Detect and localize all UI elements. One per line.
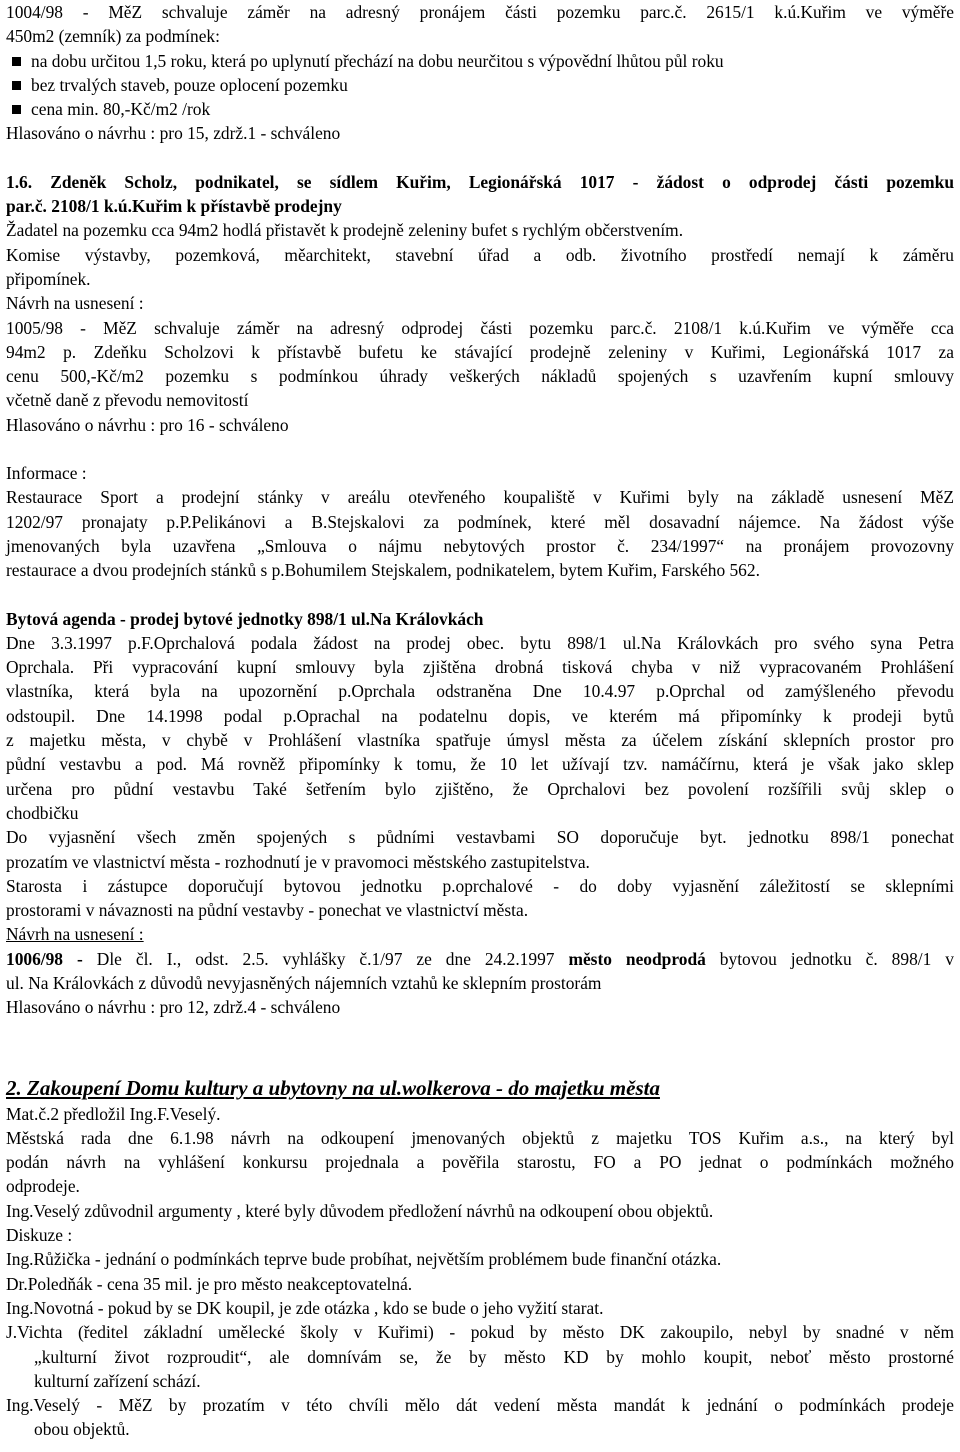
condition-item [6,49,954,73]
bullet-square-icon [12,105,21,114]
resolution-proposal-label: Návrh na usnesení : [6,924,144,945]
paragraph-line: Komise výstavby, pozemková, měarchitekt, stavební úřad a odb. životního prostředí nemají k záměru [6,244,954,265]
info-line: restaurace a dvou prodejních stánků s p.Bohumilem Stejskalem, podnikatelem, bytem Kuřim, Farského 562. [6,560,760,581]
housing-line: Oprchala. Při vypracování kupní smlouvy byla zjištěna drobná tisková chyba v niž vypracovaném Prohlášení [6,657,954,678]
paragraph-line: připomínek. [6,268,91,289]
section-1-6-heading-line2: par.č. 2108/1 k.ú.Kuřim k přístavbě prodejny [6,196,342,217]
resolution-text: bytovou jednotku č. 898/1 v [705,948,954,969]
info-line: jmenovaných byla uzavřena „Smlouva o nájmu nebytových prostor č. 234/1997“ na pronájem provozovny [6,535,954,556]
resolution-1005-line: včetně daně z převodu nemovitostí [6,390,249,411]
housing-line: odstoupil. Dne 14.1998 podal p.Oprachal na podatelnu dopis, ve kterém má připomínky k prodeji bytů [6,705,954,726]
condition-item [6,97,954,121]
housing-line: Do vyjasnění všech změn spojených s půdními vestavbami SO doporučuje byt. jednotku 898/1 ponechat [6,827,954,848]
resolution-1005-line: 94m2 p. Zdeňku Scholzovi k přístavbě bufetu ke stávající prodejně zeleniny v Kuřimi, Legionářská 1017 za [6,341,954,362]
resolution-1006-line1 [6,947,954,971]
info-label: Informace : [6,463,87,484]
bullet-square-icon [12,81,21,90]
section-2-line: Mat.č.2 předložil Ing.F.Veselý. [6,1103,221,1124]
bullet-square-icon [12,57,21,66]
info-line: Restaurace Sport a prodejní stánky v areálu otevřeného koupaliště v Kuřimi byly na základě usnesení MěZ [6,487,954,508]
vote-result: Hlasováno o návrhu : pro 15, zdrž.1 - schváleno [6,123,341,144]
condition-text: cena min. 80,-Kč/m2 /rok [31,99,211,120]
section-2-line: odprodeje. [6,1176,80,1197]
resolution-text: Dle čl. I., odst. 2.5. vyhlášky č.1/97 ze dne 24.2.1997 [82,948,569,969]
housing-line: prostorami v návaznosti na půdní vestavby - ponechat ve vlastnictví města. [6,900,529,921]
housing-line: vlastníka, která byla na upozornění p.Oprchala odstraněna Dne 10.4.97 p.Oprchal od zamýšleného převodu [6,681,954,702]
info-line: 1202/97 pronajaty p.P.Pelikánovi a B.Stejskalovi za podmínek, které měl dosavadní nájemce. Na žádost výše [6,511,954,532]
section-2-line: J.Vichta (ředitel základní umělecké školy v Kuřimi) - pokud by město DK zakoupilo, nebyl by snadné v něm [6,1322,954,1343]
section-2-heading: 2. Zakoupení Domu kultury a ubytovny na ul.wolkerova - do majetku města [6,1075,660,1100]
housing-line: prozatím ve vlastnictví města - rozhodnutí je v pravomoci městského zastupitelstva. [6,851,590,872]
resolution-proposal-label: Návrh na usnesení : [6,293,144,314]
resolution-1005-line: cenu 500,-Kč/m2 pozemku s podmínkou úhrady veškerých nákladů spojených s uzavřením kupní smlouvy [6,366,954,387]
vote-result: Hlasováno o návrhu : pro 16 - schváleno [6,414,289,435]
section-2-line: obou objektů. [34,1419,130,1440]
resolution-1004-line1: 1004/98 - MěZ schvaluje záměr na adresný pronájem části pozemku parc.č. 2615/1 k.ú.Kuřim ve výměře [6,2,954,22]
section-2-line: kulturní zařízení schází. [34,1370,201,1391]
housing-line: půdní vestavbu a pod. Má rovněž připomínky k tomu, že 10 let užívají tzv. namáčírnu, která je však jako sklep [6,754,954,775]
section-2-line: Ing.Růžička - jednání o podmínkách teprve bude probíhat, největším problémem bude finanční otázka. [6,1249,722,1270]
section-2-line: Městská rada dne 6.1.98 návrh na odkoupení jmenovaných objektů z majetku TOS Kuřim a.s., na který byl [6,1127,954,1148]
condition-item [6,73,954,97]
section-2-line: Dr.Poledňák - cena 35 mil. je pro město neakceptovatelná. [6,1273,413,1294]
housing-line: Dne 3.3.1997 p.F.Oprchalová podala žádost na prodej obec. bytu 898/1 ul.Na Královkách pro svého syna Petra [6,632,954,653]
condition-text: na dobu určitou 1,5 roku, která po uplynutí přechází na dobu neurčitou s výpovědní lhůtou půl roku [31,50,724,71]
section-2-line: Ing.Novotná - pokud by se DK koupil, je zde otázka , kdo se bude o jeho vyžití starat. [6,1297,604,1318]
paragraph-line: Žadatel na pozemku cca 94m2 hodlá přistavět k prodejně zeleniny bufet s rychlým občerstvením. [6,220,684,241]
section-1-6-heading-line1: 1.6. Zdeněk Scholz, podnikatel, se sídlem Kuřim, Legionářská 1017 - žádost o odprodej části pozemku [6,171,954,192]
housing-line: určena pro půdní vestavbu Také šetřením bylo zjištěno, že Oprchalovi bez povolení rozšířili svůj sklep o [6,778,954,799]
housing-line: z majetku města, v chybě v Prohlášení vlastníka spatřuje úmysl města za účelem získání sklepních prostor pro [6,730,954,751]
condition-text: bez trvalých staveb, pouze oplocení pozemku [31,74,348,95]
vote-result: Hlasováno o návrhu : pro 12, zdrž.4 - schváleno [6,997,341,1018]
housing-agenda-heading: Bytová agenda - prodej bytové jednotky 898/1 ul.Na Královkách [6,608,484,629]
resolution-1004-line2: 450m2 (zemník) za podmínek: [6,26,220,47]
resolution-1006-line2: ul. Na Královkách z důvodů nevyjasněných nájemních vztahů ke sklepním prostorám [6,972,602,993]
resolution-number: 1006/98 - [6,948,83,969]
resolution-1005-line: 1005/98 - MěZ schvaluje záměr na adresný odprodej části pozemku parc.č. 2108/1 k.ú.Kuřim ve výměře cca [6,317,954,338]
section-2-line: Ing.Veselý zdůvodnil argumenty , které byly důvodem předložení návrhů na odkoupení obou objektů. [6,1200,714,1221]
housing-line: chodbičku [6,802,79,823]
housing-line: Starosta i zástupce doporučují bytovou jednotku p.oprchalové - do doby vyjasnění záležitostí se sklepními [6,875,954,896]
section-2-line: podán návrh na vyhlášení konkursu projednala a pověřila starostu, FO a PO jednat o podmínkách možného [6,1152,954,1173]
section-2-line: „kulturní život rozproudit“, ale domnívám se, že by město KD by mohlo koupit, neboť město prostorné [34,1346,954,1367]
resolution-decision: město neodprodá [568,948,706,969]
section-2-line: Ing.Veselý - MěZ by prozatím v této chvíli mělo dát vedení města mandát k jednání o podmínkách prodeje [6,1395,954,1416]
discussion-label: Diskuze : [6,1225,73,1246]
